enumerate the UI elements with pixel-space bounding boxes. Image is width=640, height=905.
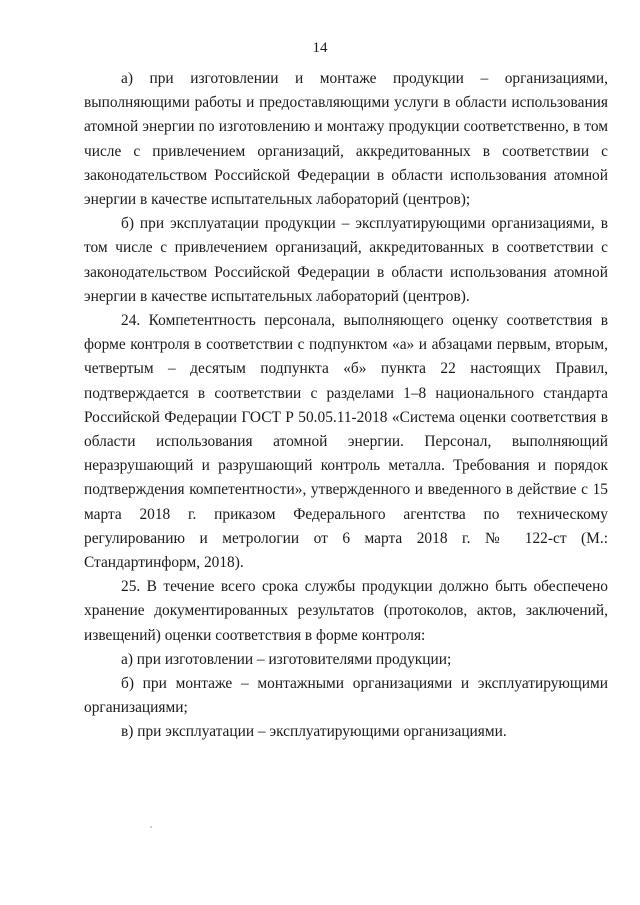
paragraph-25c: в) при эксплуатации – эксплуатирующими организациями. xyxy=(121,723,507,741)
scan-speck xyxy=(150,826,152,828)
paragraph-23a: а) при изготовлении и монтаже продукции – организациями, выполняющими работы и предоставляющими услуги в области использования атомной энергии по изготовлению и монтажу продукции соответственно, в том числе с привлечением организаций, аккредитованных в соответствии с законодательством Российской Федерации в области использования атомной энергии в качестве испытательных лабораторий (центров); xyxy=(84,70,608,209)
document-body xyxy=(84,67,608,745)
paragraph-25b: б) при монтаже – монтажными организациями и эксплуатирующими организациями; xyxy=(84,675,608,717)
page-number: 14 xyxy=(312,40,328,56)
paragraph-25: 25. В течение всего срока службы продукции должно быть обеспечено хранение документированных результатов (протоколов, актов, заключений, извещений) оценки соответствия в форме контроля: xyxy=(84,578,608,644)
paragraph-24: 24. Компетентность персонала, выполняющего оценку соответствия в форме контроля в соответствии с подпунктом «а» и абзацами первым, вторым, четвертым – десятым подпункта «б» пункта 22 настоящих Правил, подтверждается в соответствии с разделами 1–8 национального стандарта Российской Федерации ГОСТ Р 50.05.11-2018 «Система оценки соответствия в области использования атомной энергии. Персонал, выполняющий неразрушающий и разрушающий контроль металла. Требования и порядок подтверждения компетентности», утвержденного и введенного в действие с 15 марта 2018 г. приказом Федерального агентства по техническому регулированию и метрологии от 6 марта 2018 г. № 122-ст (М.: Стандартинформ, 2018). xyxy=(84,312,608,572)
paragraph-25a: а) при изготовлении – изготовителями продукции; xyxy=(121,650,452,668)
paragraph-23b: б) при эксплуатации продукции – эксплуатирующими организациями, в том числе с привлечением организаций, аккредитованных в соответствии с законодательством Российской Федерации в области использования атомной энергии в качестве испытательных лабораторий (центров). xyxy=(84,215,608,305)
